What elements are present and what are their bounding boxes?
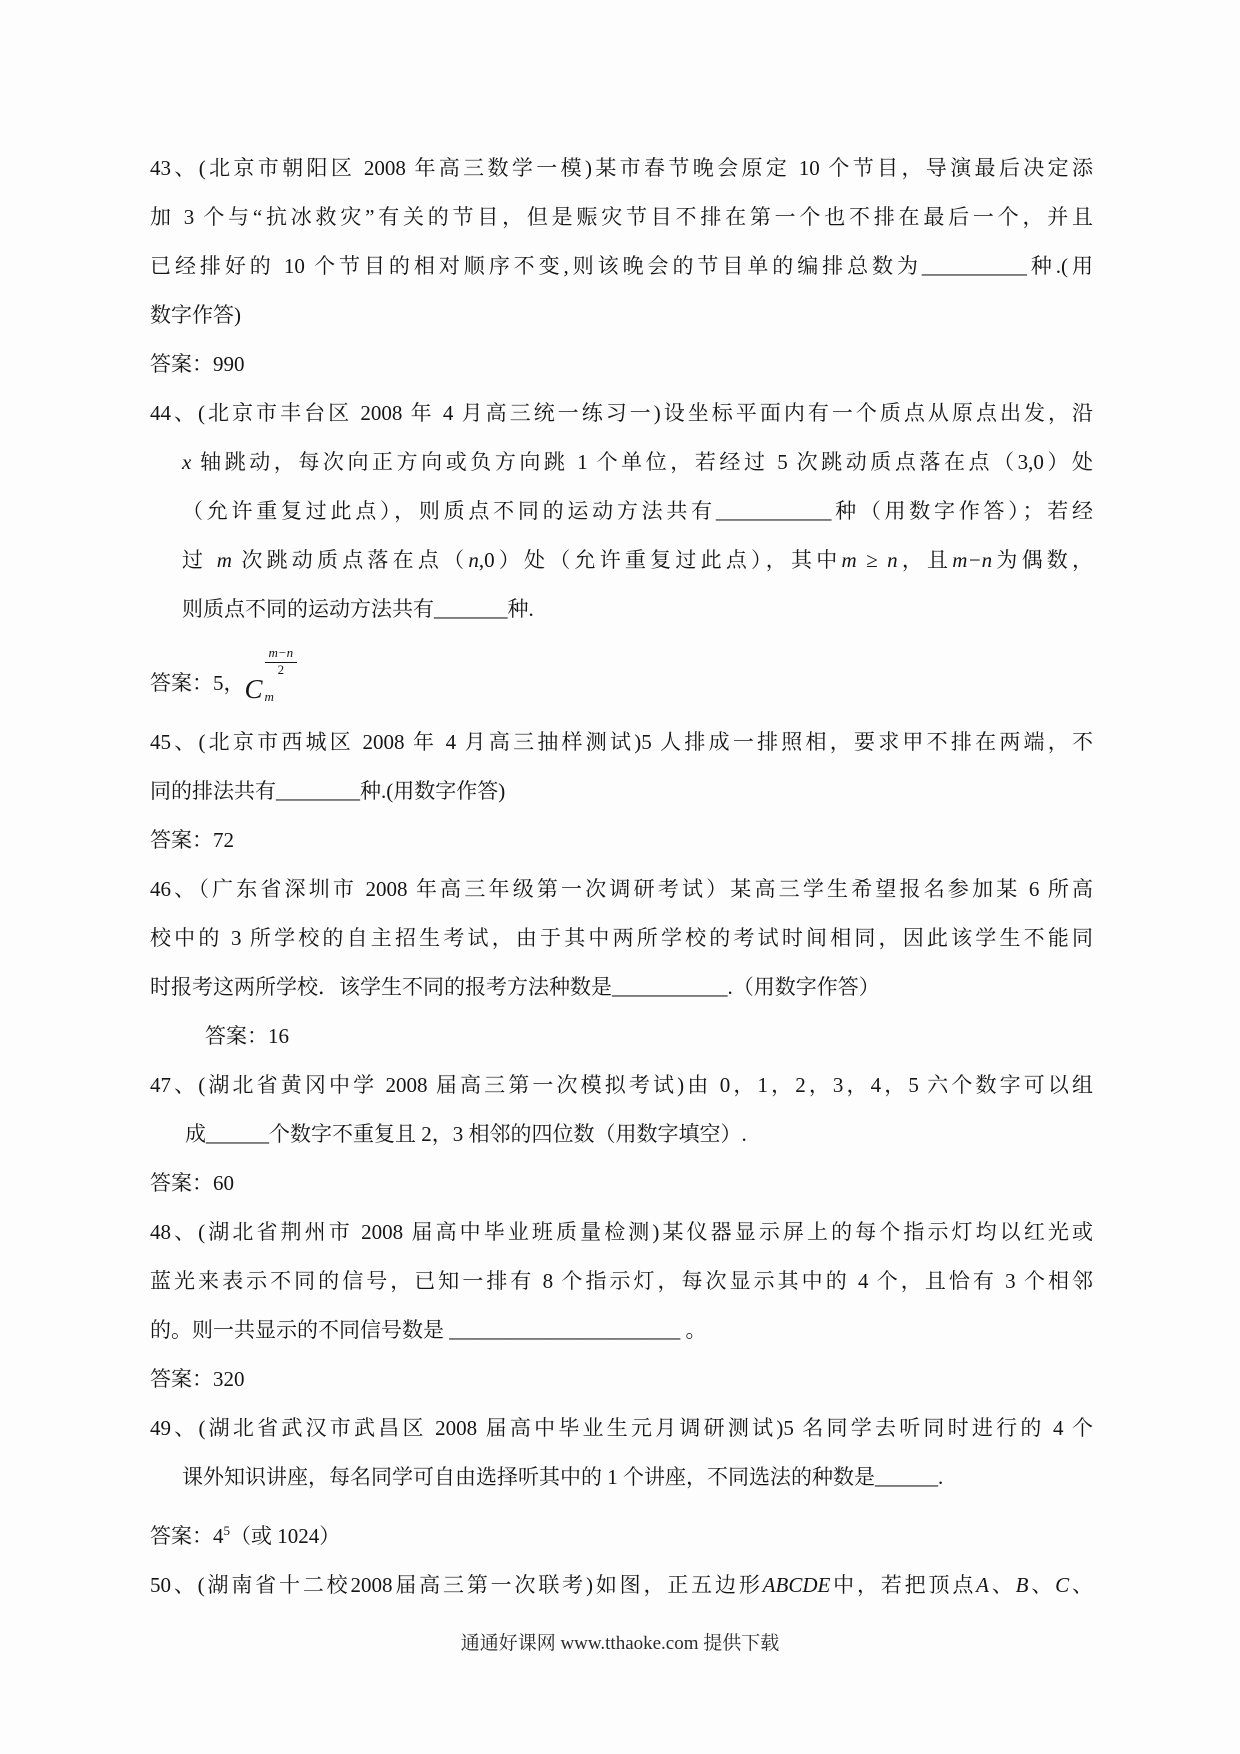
q46-line-1: 46、（广东省深圳市 2008 年高三年级第一次调研考试）某高三学生希望报名参加某 6 所高 xyxy=(150,877,1093,901)
q48-answer: 答案：320 xyxy=(150,1367,245,1391)
q49-answer: 答案：$4^5$（或 1024） xyxy=(150,1523,341,1548)
q44-line-1: 44、(北京市丰台区 2008 年 4 月高三统一练习一)设坐标平面内有一个质点从原点出发，沿 xyxy=(150,401,1093,425)
q45-line-1: 45、(北京市西城区 2008 年 4 月高三抽样测试)5 人排成一排照相，要求甲不排在两端，不 xyxy=(150,730,1093,754)
q47-line-2: 成______个数字不重复且 2，3 相邻的四位数（用数字填空）. xyxy=(185,1122,747,1146)
q43-line-4: 数字作答) xyxy=(150,303,241,327)
q43-answer: 答案：990 xyxy=(150,352,245,376)
q44-line-5: 则质点不同的运动方法共有_______种. xyxy=(182,597,534,621)
q48-line-3: 的。则一共显示的不同信号数是 ______________________ 。 xyxy=(150,1318,707,1342)
q44-line-4: 过 m 次跳动质点落在点（n,0）处（允许重复过此点），其中m ≥ n，且m−n为偶数， xyxy=(182,548,1094,572)
q44-line-2: x 轴跳动，每次向正方向或负方向跳 1 个单位，若经过 5 次跳动质点落在点（3,0）处 xyxy=(182,450,1093,474)
q49-line-2: 课外知识讲座，每名同学可自由选择听其中的 1 个讲座，不同选法的种数是______. xyxy=(182,1465,944,1489)
combination-formula: C m−n 2 m xyxy=(245,658,298,703)
q45-line-2: 同的排法共有________种.(用数字作答) xyxy=(150,779,506,803)
q46-line-2: 校中的 3 所学校的自主招生考试，由于其中两所学校的考试时间相同，因此该学生不能同 xyxy=(150,926,1093,950)
q44-answer: 答案：5， C m−n 2 m xyxy=(150,658,1093,718)
q43-line-3: 已经排好的 10 个节目的相对顺序不变,则该晚会的节目单的编排总数为__________种.(用 xyxy=(150,254,1093,278)
q50-line-1: 50、(湖南省十二校2008届高三第一次联考)如图，正五边形ABCDE中，若把顶点A、B、C、 xyxy=(150,1573,1094,1597)
q43-line-2: 加 3 个与“抗冰救灾”有关的节目，但是赈灾节目不排在第一个也不排在最后一个，并且 xyxy=(150,205,1093,229)
q43-line-1: 43、(北京市朝阳区 2008 年高三数学一模)某市春节晚会原定 10 个节目，导演最后决定添 xyxy=(150,156,1093,180)
q47-line-1: 47、(湖北省黄冈中学 2008 届高三第一次模拟考试)由 0，1，2，3，4，5 六个数字可以组 xyxy=(150,1073,1093,1097)
q47-answer: 答案：60 xyxy=(150,1171,234,1195)
q49-line-1: 49、(湖北省武汉市武昌区 2008 届高中毕业生元月调研测试)5 名同学去听同时进行的 4 个 xyxy=(150,1416,1093,1440)
q46-answer: 答案：16 xyxy=(205,1024,289,1048)
q46-line-3: 时报考这两所学校．该学生不同的报考方法种数是___________.（用数字作答） xyxy=(150,975,880,999)
q48-line-2: 蓝光来表示不同的信号，已知一排有 8 个指示灯，每次显示其中的 4 个，且恰有 3 个相邻 xyxy=(150,1269,1093,1293)
page-footer xyxy=(0,1628,1240,1655)
q48-line-1: 48、(湖北省荆州市 2008 届高中毕业班质量检测)某仪器显示屏上的每个指示灯均以红光或 xyxy=(150,1220,1093,1244)
q44-line-3: （允许重复过此点），则质点不同的运动方法共有___________种（用数字作答）；若经 xyxy=(182,499,1093,523)
q45-answer: 答案：72 xyxy=(150,828,234,852)
document-body xyxy=(150,144,1093,1610)
footer-text: 通通好课网 www.tthaoke.com 提供下载 xyxy=(460,1633,780,1654)
